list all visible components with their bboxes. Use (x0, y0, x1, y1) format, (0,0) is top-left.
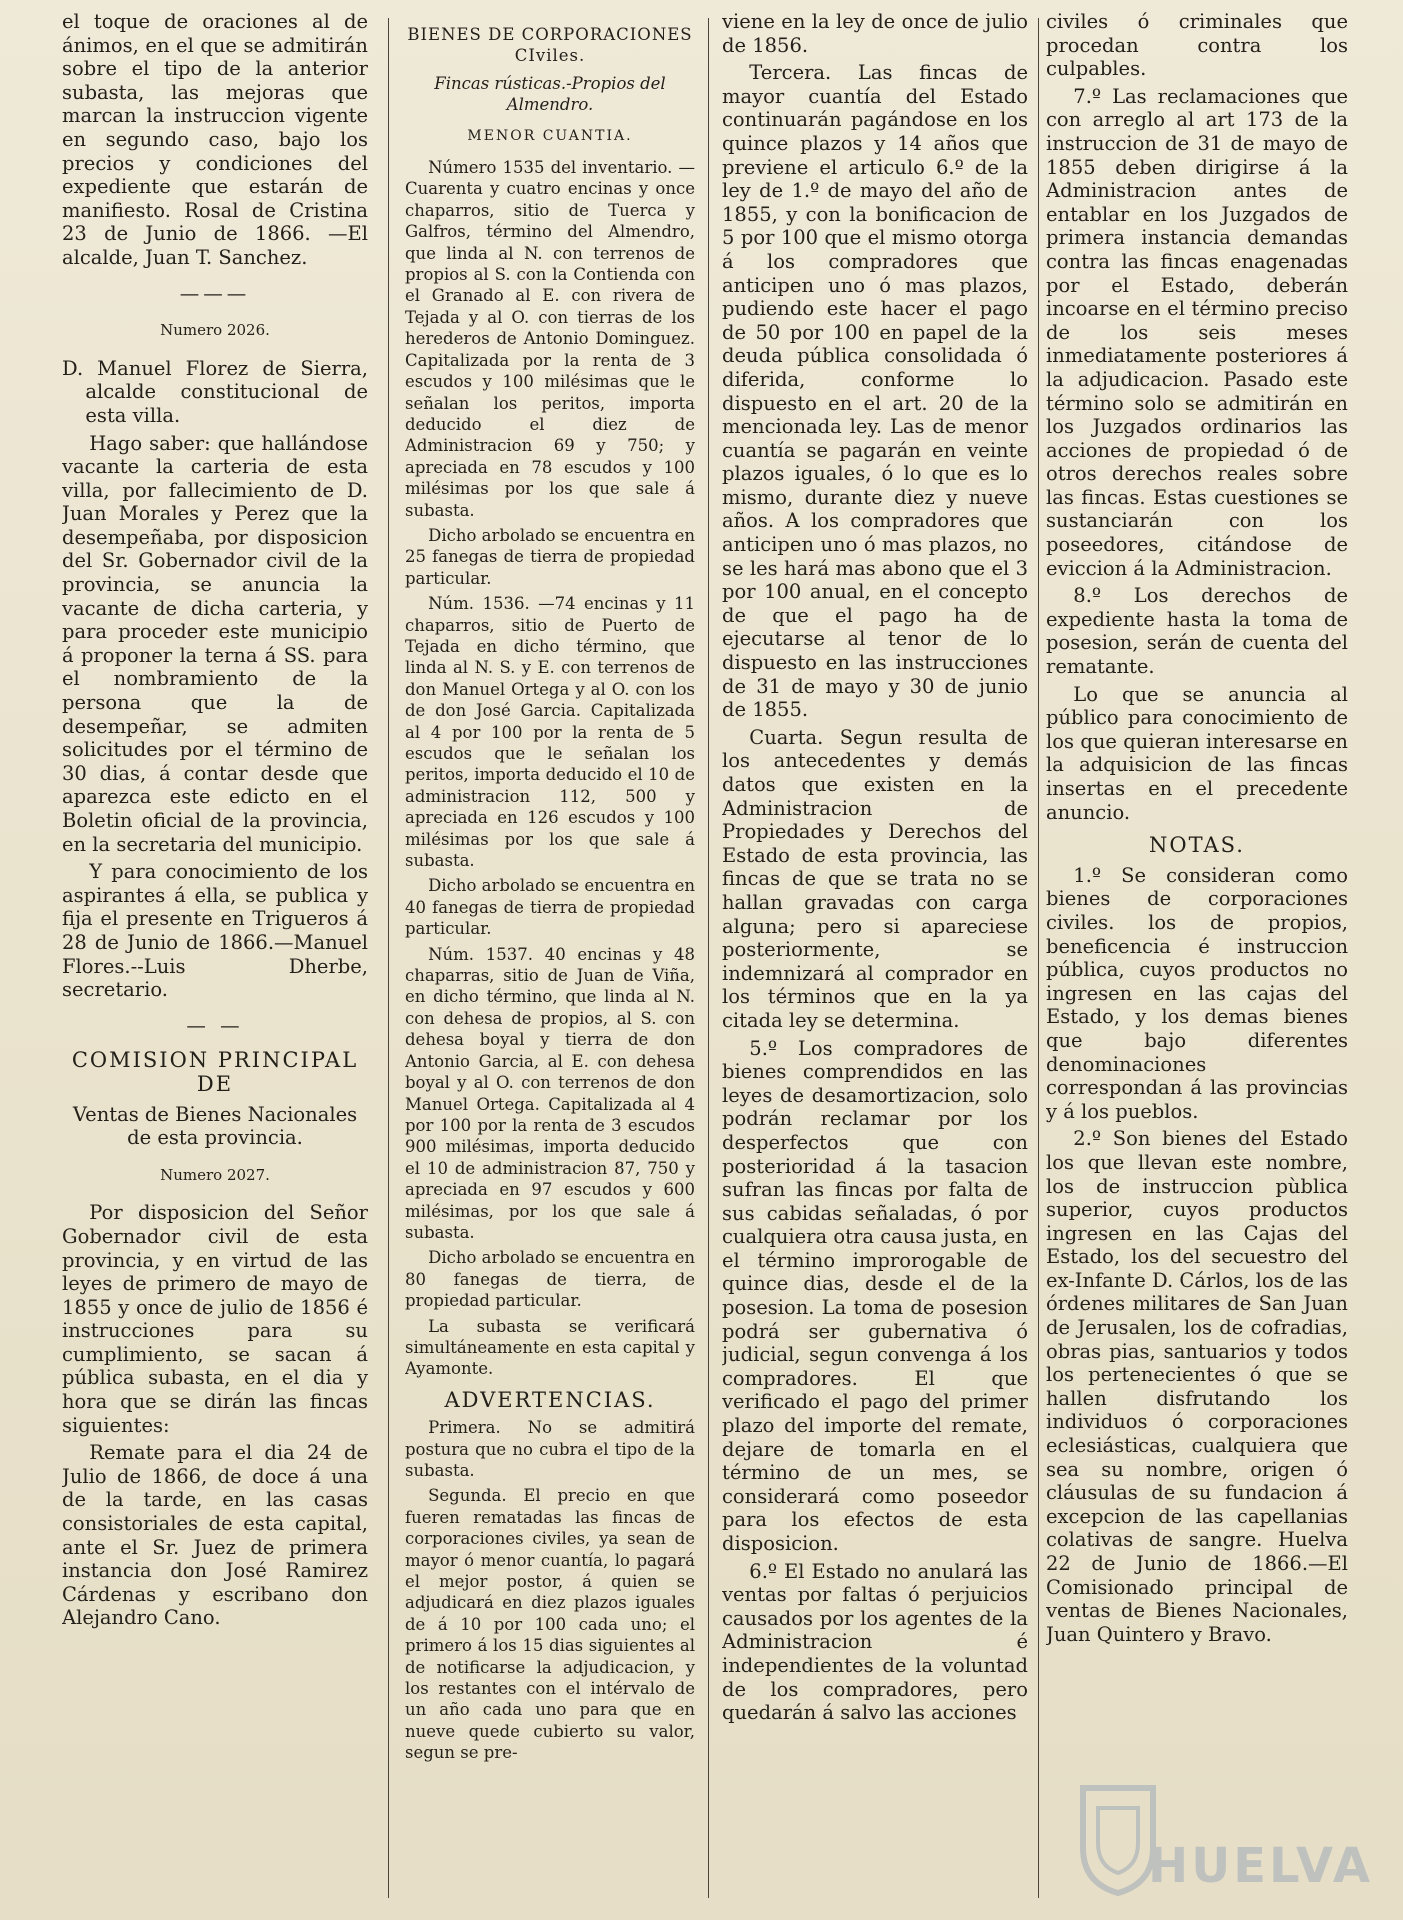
notice-number: Numero 2027. (160, 1165, 270, 1184)
paragraph: Tercera. Las fincas de mayor cuantía del Estado continuarán pagándose en los quince plazos y 14 años que previene el articulo 6.º de la ley de 1.º de mayo del año de 1855, y con la bonificacion de 5 por 100 que el mismo otorga á los compradores que anticipen uno ó mas plazos, pudiendo este hacer el pago de 50 por 100 en papel de la deuda pública consolidada ó diferida, conforme lo dispuesto en el art. 20 de la mencionada ley. Las de menor cuantía se pagarán en veinte plazos iguales, ó lo que es lo mismo, durante diez y nueve años. A los compradores que anticipen uno ó mas plazos, no se les hará mas abono que el 3 por 100 anual, en el concepto de que el pago ha de ejecutarse al tenor de lo dispuesto en las instrucciones de 31 de mayo y 30 de junio de 1855. (722, 61, 1028, 722)
paragraph: Lo que se anuncia al público para conocimiento de los que quieran interesarse en la adquisicion de las fincas insertas en el precedente anuncio. (1046, 682, 1348, 824)
paragraph: el toque de oraciones al de ánimos, en el que se admitirán sobre el tipo de la anterior subasta, las mejoras que marcan la instruccion vigente en segundo caso, bajo los precios y condiciones del expediente que estarán de manifiesto. Rosal de Cristina 23 de Junio de 1866. —El alcalde, Juan T. Sanchez. (62, 10, 368, 269)
section-heading: ADVERTENCIAS. (444, 1387, 656, 1412)
column-rule (388, 18, 389, 1898)
separator: ——— (179, 281, 251, 305)
paragraph: 7.º Las reclamaciones que con arreglo al art 173 de la instruccion de 31 de mayo de 1855 deben dirigirse á la Administracion antes de entablar en los Juzgados de primera instancia demandas contra las fincas enagenadas por el Estado, deberán incoarse en el término preciso de los seis meses inmediatamente posteriores á la adjudicacion. Pasado este término solo se admitirán en los Juzgados ordinarios las acciones de propiedad ó de otros derechos reales sobre las fincas. Estas cuestiones se sustanciarán con los poseedores, citándose de eviccion á la Administracion. (1046, 84, 1348, 580)
section-subheading: Ventas de Bienes Nacionales de esta provincia. (72, 1102, 358, 1150)
paragraph: Segunda. El precio en que fueren rematadas las fincas de corporaciones civiles, ya sean de mayor ó menor cuantía, lo pagará el mejor postor, á quien se adjudicará en diez plazos iguales de á 10 por 100 cada uno; el primero á los 15 dias siguientes al de notificarse la adjudicacion, y los restantes con el intérvalo de un año cada uno para que en nueve quede cubierto su valor, segun se pre- (405, 1486, 695, 1763)
notice-number: Numero 2026. (160, 321, 270, 340)
paragraph: Dicho arbolado se encuentra en 40 fanegas de tierra de propiedad particular. (405, 876, 695, 939)
section-subheading: Fincas rústicas.-Propios del Almendro. (434, 73, 666, 115)
paragraph: 1.º Se consideran como bienes de corporaciones civiles. los de propios, beneficencia é instruccion pública, cuyos productos no ingresen en las cajas del Estado, y los demas bienes que bajo diferentes denominaciones correspondan á las provincias y á los pueblos. (1046, 863, 1348, 1123)
column-3 (722, 10, 1028, 1910)
paragraph: Por disposicion del Señor Gobernador civil de esta provincia, y en virtud de las leyes de primero de mayo de 1855 y once de julio de 1856 é instrucciones para su cumplimiento, se sacan á pública subasta, en el dia y hora que se dirán las fincas siguientes: (62, 1201, 368, 1437)
paragraph: Y para conocimiento de los aspirantes á ella, se publica y fija el presente en Trigueros á 28 de Junio de 1866.—Manuel Flores.--Luis Dherbe, secretario. (62, 860, 368, 1002)
section-heading: BIENES DE CORPORACIONES CIviles. (407, 25, 693, 66)
archive-watermark (1073, 1768, 1373, 1898)
paragraph: civiles ó criminales que procedan contra los culpables. (1046, 10, 1348, 81)
paragraph: 2.º Son bienes del Estado los que llevan este nombre, los de instruccion pùblica superior, cuyos productos ingresen en las Cajas del Estado, los del secuestro del ex-Infante D. Cárlos, los de las órdenes militares de San Juan de Jerusalen, los de cofradias, obras pias, santuarios y todos los pertenecientes ó que se hallen disfrutando los individuos ó corporaciones eclesiásticas, cualquiera que sea su nombre, origen ó cláusulas de su fundacion á excepcion de las capellanias colativas de sangre. Huelva 22 de Junio de 1866.—El Comisionado principal de ventas de Bienes Nacionales, Juan Quintero y Bravo. (1046, 1127, 1348, 1646)
separator: — — (186, 1013, 244, 1037)
section-heading: NOTAS. (1149, 833, 1245, 858)
column-4 (1046, 10, 1348, 1910)
paragraph: 5.º Los compradores de bienes comprendidos en las leyes de desamortizacion, solo podrán reclamar por los desperfectos que con posterioridad á la tasacion sufran las fincas por falta de sus cabidas señaladas, ó por cualquiera otra causa justa, en el término improrogable de quince dias, desde el de la posesion. La toma de posesion podrá ser gubernativa ó judicial, segun convenga á los compradores. El que verificado el pago del primer plazo del importe del remate, dejare de tomarla en el término de un mes, se considerará como poseedor para los efectos de esta disposicion. (722, 1036, 1028, 1555)
paragraph: Cuarta. Segun resulta de los antecedentes y demás datos que existen en la Administracion de Propiedades y Derechos del Estado de esta provincia, las fincas de que se trata no se hallan gravadas con carga alguna; pero si apareciese posteriormente, se indemnizará al comprador en los términos que en la ya citada ley se determina. (722, 725, 1028, 1032)
section-heading: COMISION PRINCIPAL DE (71, 1048, 359, 1096)
column-2 (405, 10, 695, 1910)
paragraph: Núm. 1536. —74 encinas y 11 chaparros, sitio de Puerto de Tejada en dicho término, que linda al N. S. y E. con terrenos de don Manuel Ortega y al O. con los de don José Garcia. Capitalizada al 4 por 100 por la renta de 5 escudos que le señalan los peritos, importa deducido el 10 de administracion 112, 500 y apreciada en 126 escudos y 100 milésimas por los que sale á subasta. (405, 594, 695, 871)
category-label: MENOR CUANTIA. (467, 127, 633, 144)
paragraph: Hago saber: que hallándose vacante la carteria de esta villa, por fallecimiento de D. Juan Morales y Perez que la desempeñaba, por disposicion del Sr. Gobernador civil de la provincia, se anuncia la vacante de dicha carteria, y para proceder este municipio á proponer la terna á SS. para el nombramiento de la persona que la de desempeñar, se admiten solicitudes por el término de 30 dias, á contar desde que aparezca este edicto en el Boletin oficial de la provincia, en la secretaria del municipio. (62, 431, 368, 856)
paragraph: La subasta se verificará simultáneamente en esta capital y Ayamonte. (405, 1316, 695, 1379)
paragraph: Núm. 1537. 40 encinas y 48 chaparras, sitio de Juan de Viña, en dicho término, que linda al N. con dehesa de propios, al S. con dehesa boyal y tierra de don Antonio Garcia, al E. con dehesa boyal y al O. con terrenos de don Manuel Ortega. Capitalizada al 4 por 100 por la renta de 3 escudos 900 milésimas, importa deducido el 10 de administracion 87, 750 y apreciada en 97 escudos y 600 milésimas, por los que sale á subasta. (405, 944, 695, 1242)
column-rule (708, 18, 709, 1898)
paragraph: viene en la ley de once de julio de 1856. (722, 10, 1028, 57)
paragraph: Dicho arbolado se encuentra en 80 fanegas de tierra, de propiedad particular. (405, 1248, 695, 1311)
paragraph: Remate para el dia 24 de Julio de 1866, de doce á una de la tarde, en las casas consistoriales de esta capital, ante el Sr. Juez de primera instancia don José Ramirez Cárdenas y escribano don Alejandro Cano. (62, 1441, 368, 1630)
paragraph: Número 1535 del inventario. — Cuarenta y cuatro encinas y once chaparros, sitio de Tuerca y Galfros, término del Almendro, que linda al N. con terrenos de propios al S. con la Contienda con el Granado al E. con rivera de Tejada y al O. con tierras de los herederos de Antonio Dominguez. Capitalizada por la renta de 3 escudos y 100 milésimas que le señalan los peritos, importa deducido el diez de Administracion 69 y 750; y apreciada en 78 escudos y 100 milésimas por los que sale á subasta. (405, 158, 695, 520)
column-rule (1038, 18, 1039, 1898)
paragraph: Dicho arbolado se encuentra en 25 fanegas de tierra de propiedad particular. (405, 525, 695, 588)
column-1 (62, 10, 368, 1910)
watermark-text: HUELVA (1148, 1838, 1373, 1894)
paragraph: 6.º El Estado no anulará las ventas por faltas ó perjuicios causados por los agentes de la Administracion é independientes de la voluntad de los compradores, pero quedarán á salvo las acciones (722, 1559, 1028, 1725)
paragraph: 8.º Los derechos de expediente hasta la toma de posesion, serán de cuenta del rematante. (1046, 584, 1348, 679)
paragraph: Primera. No se admitirá postura que no cubra el tipo de la subasta. (405, 1418, 695, 1480)
notice-title: D. Manuel Florez de Sierra, alcalde constitucional de esta villa. (62, 356, 368, 427)
